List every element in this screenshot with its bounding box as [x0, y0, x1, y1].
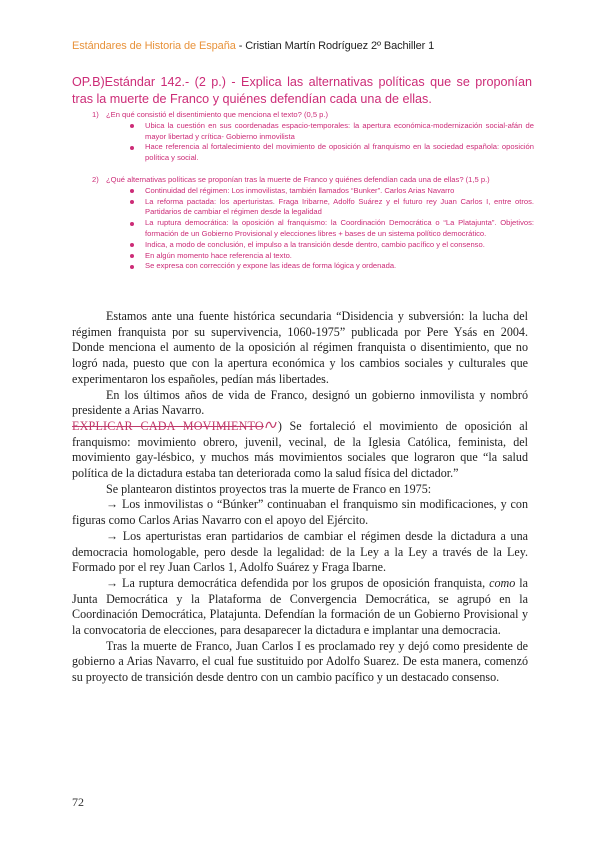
question-1-text: ¿En qué consistió el disentimiento que menciona el texto? (0,5 p.)	[106, 110, 329, 119]
page-number: 72	[72, 795, 84, 809]
answer-paragraph-7	[72, 576, 528, 639]
answer-paragraph-3-text: ) Se fortaleció el movimiento de oposición al franquismo: movimiento obrero, juvenil, vecinal, de la Iglesia Católica, feminista, del movimiento gay-lésbico, y muchos más movimientos sociales que lograron que “la salud política de la dictadura estaba tan deteriorada como la salud física del dictador.”	[72, 418, 528, 481]
answer-paragraph-7-end: la Junta Democrática y la Plataforma de Convergencia Democrática, se agrupó en la Coordinación Democrática, Platajunta. Defendían la formación de un Gobierno Provisional y la convocatoria de elecciones, para desaparecer la dictadura e implantar una democracia.	[72, 575, 528, 638]
bullet-icon	[130, 243, 134, 247]
answer-paragraph-7-start: → La ruptura democrática defendida por los grupos de oposición franquista,	[106, 575, 490, 590]
criterion-item	[72, 186, 534, 197]
criterion-item	[72, 218, 534, 240]
criterion-item	[72, 240, 534, 251]
question-2-heading	[72, 175, 534, 186]
bullet-icon	[130, 265, 134, 269]
question-2-text: ¿Qué alternativas políticas se proponían tras la muerte de Franco y quiénes defendían cada una de ellas? (1,5 p.)	[106, 175, 490, 184]
criterion-text: Se expresa con corrección y expone las ideas de forma lógica y ordenada.	[145, 261, 397, 271]
standard-title: OP.B)Estándar 142.- (2 p.) - Explica las alternativas políticas que se proponían tras la muerte de Franco y quiénes defendían cada una de ellas.	[72, 75, 532, 106]
criterion-item	[72, 142, 534, 164]
criterion-text: La ruptura democrática: la oposición al franquismo: la Coordinación Democrática o “La Platajunta”. Objetivos: formación de un Gobierno Provisional y elecciones libres + bases de un sistema político democrático.	[145, 218, 534, 238]
criterion-text: Indica, a modo de conclusión, el impulso a la transición desde dentro, cambio pacífico y el consenso.	[145, 239, 485, 249]
bullet-icon	[130, 124, 134, 128]
header-author: - Cristian Martín Rodríguez 2º Bachiller 1	[235, 40, 435, 52]
answer-paragraph-8: Tras la muerte de Franco, Juan Carlos I es proclamado rey y dejó como presidente de gobierno a Arias Navarro, el cual fue sustituido por Adolfo Suarez. De esta manera, comenzó su proyecto de transición desde dentro con un cambio pacífico y un destacado consenso.	[72, 638, 528, 685]
bullet-icon	[130, 222, 134, 226]
answer-paragraph-2: En los últimos años de vida de Franco, designó un gobierno inmovilista y nombró presidente a Arias Navarro.	[72, 387, 528, 418]
bullet-icon	[130, 254, 134, 258]
struck-annotation: EXPLICAR CADA MOVIMIENTO	[72, 418, 264, 433]
bullet-icon	[130, 189, 134, 193]
criterion-text: Hace referencia al fortalecimiento del movimiento de oposición al franquismo en la sociedad española: oposición política y social.	[145, 142, 534, 163]
criterion-item	[72, 197, 534, 219]
criterion-text: La reforma pactada: los aperturistas. Fraga Iribarne, Adolfo Suárez y el futuro rey Juan Carlos I, entre otros. Partidarios de cambiar el régimen desde la legalidad	[145, 196, 534, 217]
question-2-criteria	[72, 186, 534, 272]
answer-body	[72, 309, 528, 686]
question-2-number: 2)	[92, 175, 99, 184]
answer-paragraph-1: Estamos ante una fuente histórica secundaria “Disidencia y subversión: la lucha del régimen franquista por su supervivencia, 1060-1975” publicada por Pere Ysás en 2004. Donde menciona el aumento de la oposición al régimen franquista o disentimiento, que no logró nada, puesto que con la apertura económica y los cambios sociales y culturales que experimentaron los españoles, pedían más libertades.	[72, 309, 528, 386]
criterion-item	[72, 121, 534, 143]
criterion-text: Ubica la cuestión en sus coordenadas espacio-temporales: la apertura económica-modernización social-afán de mayor libertad y crítica- Gobierno inmovilista	[145, 120, 534, 141]
scribble-mark-icon	[264, 419, 278, 431]
answer-paragraph-5: → Los inmovilistas o “Búnker” continuaban el franquismo sin modificaciones, y con figuras como Carlos Arias Navarro con el apoyo del Ejército.	[72, 497, 528, 528]
criterion-item	[72, 251, 534, 262]
question-1	[72, 110, 534, 164]
criterion-item	[72, 261, 534, 272]
page-header	[72, 40, 542, 52]
answer-paragraph-6: → Los aperturistas eran partidarios de cambiar el régimen desde la dictadura a una democracia homologable, pero desde la legalidad: de la Ley a la Ley a través de la Ley. Formado por el rey Juan Carlos 1, Adolfo Suárez y Fraga Ibarne.	[72, 528, 528, 575]
header-subject: Estándares de Historia de España	[72, 40, 236, 52]
question-2	[72, 175, 534, 272]
criterion-text: Continuidad del régimen: Los inmovilistas, también llamados “Bunker”. Carlos Arias Navarro	[145, 185, 455, 195]
bullet-icon	[130, 200, 134, 204]
criterion-text: En algún momento hace referencia al texto.	[145, 250, 292, 260]
answer-paragraph-7-italic: como	[489, 575, 516, 590]
answer-paragraph-4: Se plantearon distintos proyectos tras la muerte de Franco en 1975:	[106, 481, 432, 496]
answer-paragraph-3	[72, 419, 528, 482]
question-1-number: 1)	[92, 110, 99, 119]
question-1-heading	[72, 110, 534, 121]
bullet-icon	[130, 146, 134, 150]
question-1-criteria	[72, 121, 534, 164]
